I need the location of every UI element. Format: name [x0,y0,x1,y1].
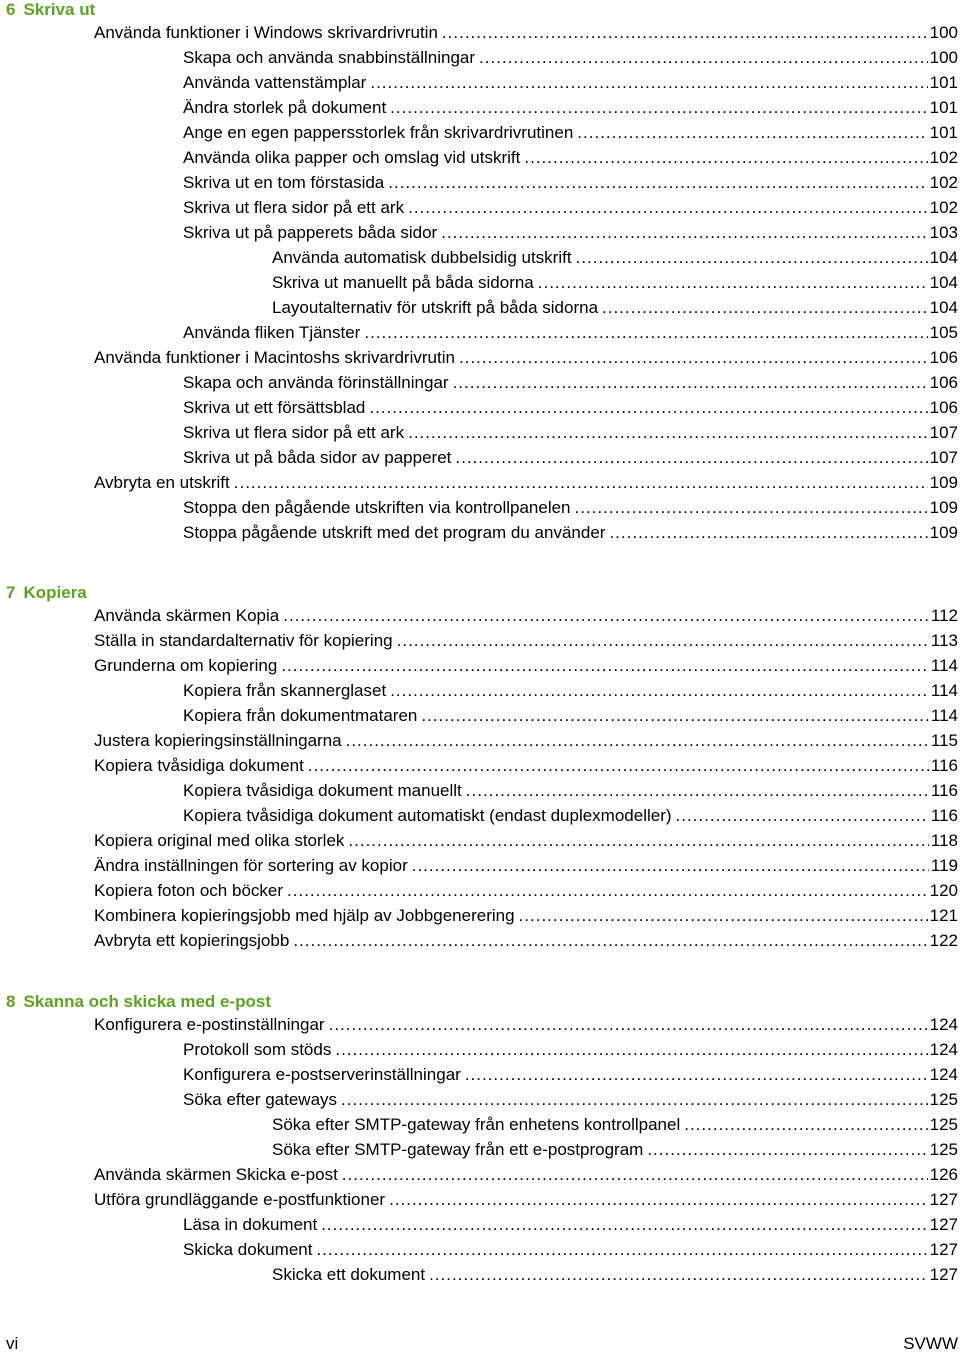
toc-entry-page: 113 [930,631,958,650]
toc-entry-page: 114 [930,706,958,725]
toc-entry-title: Kopiera från dokumentmataren [183,706,418,725]
dot-leader [455,445,927,470]
toc-entry[interactable] [183,520,958,545]
toc-entry-title: Söka efter gateways [183,1090,338,1109]
toc-entry-title: Avbryta en utskrift [94,473,230,492]
toc-entry[interactable] [183,170,958,195]
toc-entry-title: Skapa och använda snabbinställningar [183,48,476,67]
toc-entry-title: Grunderna om kopiering [94,656,278,675]
dot-leader [576,245,928,270]
toc-entry[interactable] [183,120,958,145]
chapter-number: 7 [6,583,16,602]
toc-entry-page: 125 [929,1115,958,1134]
dot-leader [466,778,929,803]
dot-leader [281,653,929,678]
toc-entry[interactable] [94,628,958,653]
toc-entry[interactable] [183,220,958,245]
dot-leader [348,828,928,853]
toc-entry-title: Skriva ut flera sidor på ett ark [183,198,405,217]
dot-leader [524,145,927,170]
dot-leader [397,628,929,653]
toc-entry[interactable] [183,195,958,220]
toc-entry-page: 106 [929,373,958,392]
toc-entry-page: 102 [929,173,958,192]
dot-leader [479,45,928,70]
toc-entry[interactable] [183,1087,958,1112]
toc-entry-title: Skriva ut på båda sidor av papperet [183,448,452,467]
toc-entry-page: 127 [929,1215,958,1234]
toc-entry-title: Använda fliken Tjänster [183,323,361,342]
dot-leader [442,20,928,45]
toc-entry[interactable] [272,270,958,295]
chapter-title: Skanna och skicka med e-post [23,992,272,1011]
dot-leader [388,170,927,195]
toc-entry[interactable] [272,1262,958,1287]
dot-leader [453,370,928,395]
toc-entry[interactable] [94,20,958,45]
dot-leader [329,1012,928,1037]
dot-leader [609,520,927,545]
toc-entry-page: 112 [930,606,958,625]
toc-entry-page: 127 [929,1240,958,1259]
toc-entry-page: 106 [929,348,958,367]
dot-leader [389,1187,928,1212]
dot-leader [287,878,928,903]
toc-entry-page: 104 [929,298,958,317]
toc-entry-title: Kopiera foton och böcker [94,881,284,900]
toc-entry[interactable] [94,928,958,953]
dot-leader [441,220,927,245]
toc-entry-page: 124 [929,1015,958,1034]
dot-leader [342,1162,928,1187]
toc-entry-title: Justera kopieringsinställningarna [94,731,342,750]
footer-page-number: vi [6,1334,19,1353]
toc-entry-title: Skicka ett dokument [272,1265,426,1284]
dot-leader [459,345,928,370]
toc-entry-page: 107 [929,448,958,467]
dot-leader [519,903,928,928]
toc-entry-title: Använda skärmen Kopia [94,606,280,625]
toc-entry[interactable] [94,470,958,495]
toc-entry[interactable] [183,145,958,170]
chapter-heading [6,0,95,20]
dot-leader [321,1212,927,1237]
toc-entry-page: 119 [930,856,958,875]
toc-entry-page: 124 [929,1065,958,1084]
toc-entry-title: Ställa in standardalternativ för kopiering [94,631,393,650]
footer-doc-code: SVWW [903,1334,958,1353]
dot-leader [577,120,927,145]
toc-entry-title: Kopiera original med olika storlek [94,831,345,850]
toc-entry-page: 104 [929,273,958,292]
toc-entry[interactable] [94,828,958,853]
toc-entry[interactable] [94,853,958,878]
toc-entry-page: 109 [929,523,958,542]
dot-leader [676,803,929,828]
toc-entry[interactable] [183,1237,958,1262]
toc-entry-title: Kopiera tvåsidiga dokument automatiskt (endast duplexmodeller) [183,806,672,825]
toc-entry[interactable] [94,1162,958,1187]
dot-leader [408,420,928,445]
toc-entry[interactable] [94,753,958,778]
toc-entry[interactable] [183,320,958,345]
toc-entry-title: Söka efter SMTP-gateway från enhetens kontrollpanel [272,1115,681,1134]
dot-leader [429,1262,928,1287]
toc-entry-page: 101 [929,73,958,92]
toc-entry-page: 116 [930,781,958,800]
dot-leader [390,95,927,120]
toc-entry[interactable] [183,95,958,120]
toc-entry-page: 126 [929,1165,958,1184]
toc-entry[interactable] [183,445,958,470]
toc-entry[interactable] [94,1187,958,1212]
toc-entry[interactable] [183,778,958,803]
chapter-title: Skriva ut [23,0,96,19]
toc-entry[interactable] [183,803,958,828]
dot-leader [575,495,928,520]
toc-entry-title: Konfigurera e-postserverinställningar [183,1065,461,1084]
toc-entry-title: Stoppa den pågående utskriften via kontrollpanelen [183,498,571,517]
toc-entry-page: 105 [929,323,958,342]
dot-leader [316,1237,927,1262]
toc-entry-page: 122 [929,931,958,950]
toc-entry-page: 101 [929,123,958,142]
toc-entry-page: 114 [930,681,958,700]
toc-entry[interactable] [183,1037,958,1062]
toc-entry[interactable] [94,728,958,753]
chapter-number: 6 [6,0,16,19]
toc-entry-page: 120 [929,881,958,900]
toc-entry[interactable] [183,45,958,70]
toc-entry[interactable] [94,878,958,903]
toc-entry-page: 103 [929,223,958,242]
toc-entry-page: 107 [929,423,958,442]
dot-leader [234,470,928,495]
dot-leader [283,603,929,628]
toc-entry[interactable] [94,345,958,370]
toc-entry-page: 114 [930,656,958,675]
toc-entry-page: 102 [929,148,958,167]
toc-entry-title: Använda funktioner i Macintoshs skrivardrivrutin [94,348,455,367]
dot-leader [538,270,928,295]
toc-entry[interactable] [183,1062,958,1087]
toc-entry-title: Skriva ut manuellt på båda sidorna [272,273,534,292]
toc-entry-page: 116 [930,806,958,825]
dot-leader [370,70,927,95]
toc-entry-title: Använda vattenstämplar [183,73,367,92]
toc-entry-title: Skriva ut en tom förstasida [183,173,385,192]
toc-entry-page: 101 [929,98,958,117]
toc-entry-title: Utföra grundläggande e-postfunktioner [94,1190,386,1209]
toc-entry[interactable] [272,1112,958,1137]
toc-entry[interactable] [183,70,958,95]
toc-entry-title: Skapa och använda förinställningar [183,373,449,392]
toc-entry-title: Läsa in dokument [183,1215,318,1234]
toc-entry[interactable] [272,295,958,320]
toc-entry[interactable] [183,370,958,395]
toc-entry-page: 100 [929,48,958,67]
toc-entry[interactable] [94,1012,958,1037]
toc-entry-title: Söka efter SMTP-gateway från ett e-postprogram [272,1140,644,1159]
toc-entry-title: Använda skärmen Skicka e-post [94,1165,338,1184]
chapter-heading [6,992,271,1012]
toc-entry-title: Kopiera från skannerglaset [183,681,387,700]
toc-entry-title: Ändra storlek på dokument [183,98,387,117]
toc-entry-title: Ange en egen pappersstorlek från skrivardrivrutinen [183,123,574,142]
toc-entry-page: 125 [929,1140,958,1159]
toc-entry-title: Använda automatisk dubbelsidig utskrift [272,248,572,267]
chapter-number: 8 [6,992,16,1011]
toc-entry-title: Kopiera tvåsidiga dokument manuellt [183,781,462,800]
toc-entry-page: 106 [929,398,958,417]
dot-leader [293,928,927,953]
toc-entry-page: 109 [929,473,958,492]
dot-leader [412,853,929,878]
dot-leader [684,1112,927,1137]
toc-entry-page: 115 [930,731,958,750]
toc-entry-title: Protokoll som stöds [183,1040,332,1059]
toc-entry-title: Använda funktioner i Windows skrivardrivrutin [94,23,438,42]
dot-leader [421,703,929,728]
toc-entry-page: 121 [929,906,958,925]
dot-leader [647,1137,927,1162]
toc-entry-title: Skriva ut flera sidor på ett ark [183,423,405,442]
toc-entry-page: 127 [929,1265,958,1284]
toc-entry-title: Avbryta ett kopieringsjobb [94,931,290,950]
toc-entry-title: Skriva ut på papperets båda sidor [183,223,438,242]
toc-entry[interactable] [183,1212,958,1237]
toc-entry[interactable] [94,903,958,928]
toc-entry-title: Konfigurera e-postinställningar [94,1015,325,1034]
toc-entry-page: 100 [929,23,958,42]
toc-entry[interactable] [94,603,958,628]
toc-entry[interactable] [272,1137,958,1162]
dot-leader [346,728,929,753]
toc-entry-title: Kopiera tvåsidiga dokument [94,756,304,775]
toc-entry[interactable] [183,495,958,520]
toc-entry[interactable] [183,703,958,728]
dot-leader [364,320,927,345]
dot-leader [335,1037,927,1062]
toc-entry-page: 125 [929,1090,958,1109]
toc-entry-page: 102 [929,198,958,217]
toc-entry-page: 118 [930,831,958,850]
toc-entry-title: Skriva ut ett försättsblad [183,398,366,417]
toc-entry-title: Kombinera kopieringsjobb med hjälp av Jobbgenerering [94,906,515,925]
toc-entry-title: Ändra inställningen för sortering av kopior [94,856,408,875]
toc-entry-page: 127 [929,1190,958,1209]
toc-entry-page: 124 [929,1040,958,1059]
toc-entry-title: Skicka dokument [183,1240,313,1259]
chapter-heading [6,583,87,603]
toc-entry-title: Stoppa pågående utskrift med det program du använder [183,523,606,542]
chapter-title: Kopiera [23,583,87,602]
toc-entry[interactable] [183,678,958,703]
toc-entry[interactable] [183,420,958,445]
dot-leader [390,678,929,703]
toc-entry-page: 104 [929,248,958,267]
toc-entry[interactable] [183,395,958,420]
toc-entry[interactable] [272,245,958,270]
dot-leader [341,1087,928,1112]
dot-leader [465,1062,928,1087]
toc-entry-title: Använda olika papper och omslag vid utskrift [183,148,521,167]
dot-leader [369,395,927,420]
toc-entry-title: Layoutalternativ för utskrift på båda sidorna [272,298,599,317]
toc-entry[interactable] [94,653,958,678]
dot-leader [408,195,928,220]
dot-leader [308,753,929,778]
toc-entry-page: 116 [930,756,958,775]
toc-entry-page: 109 [929,498,958,517]
dot-leader [602,295,928,320]
